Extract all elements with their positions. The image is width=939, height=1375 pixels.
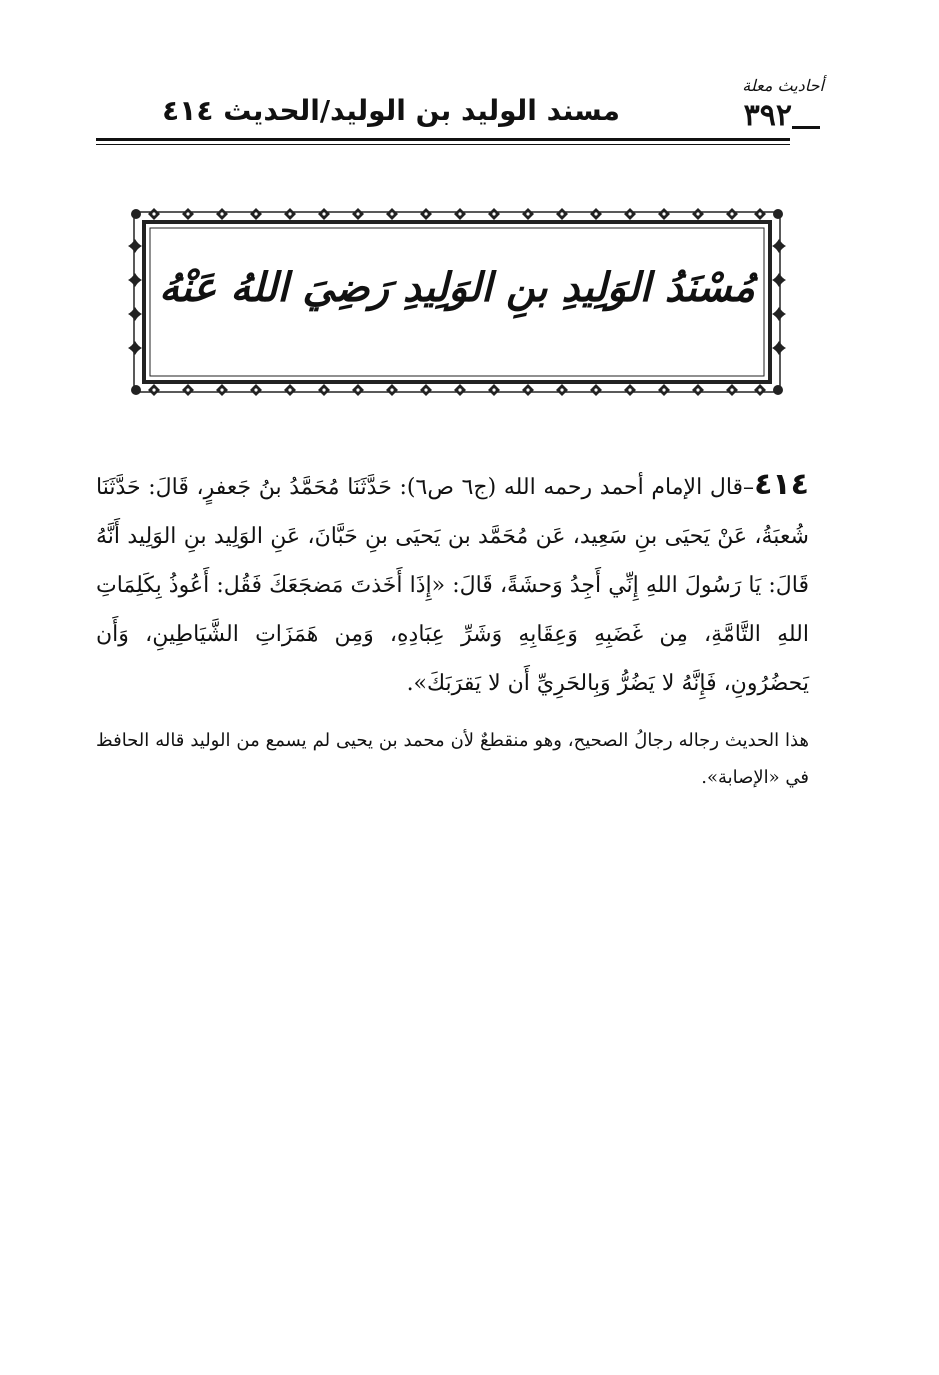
section-title-frame	[128, 206, 786, 398]
grading-note: هذا الحديث رجاله رجالُ الصحيح، وهو منقطعٌ لأن محمد بن يحيى لم يسمع من الوليد قاله الحافظ في «الإصابة».	[96, 730, 809, 788]
header-title: مسند الوليد بن الوليد/الحديث ٤١٤	[162, 94, 620, 127]
hadith-text: –قال الإمام أحمد رحمه الله (ج٦ ص٦): حَدَّثَنَا مُحَمَّدُ بنُ جَعفرٍ، قَالَ: حَدَّثَنَا شُعبَةُ، عَنْ يَحيَى بنِ سَعِيد، عَن مُحَمَّد بن يَحيَى بنِ حَبَّانَ، عَنِ الوَلِيد بنِ الوَلِيد أَنَّهُ قَالَ: يَا رَسُولَ اللهِ إِنِّي أَجِدُ وَحشَةً، قَالَ: «إِذَا أَخَذتَ مَضجَعَكَ فَقُل: أَعُوذُ بِكَلِمَاتِ اللهِ التَّامَّةِ، مِن غَضَبِهِ وَعِقَابِهِ وَشَرِّ عِبَادِهِ، وَمِن هَمَزَاتِ الشَّيَاطِينِ، وَأَن يَحضُرُونِ، فَإِنَّهُ لا يَضُرُّ وَبِالحَرِيِّ أَن لا يَقرَبَكَ».	[96, 475, 809, 696]
header-rule	[96, 138, 790, 141]
header-rule-thin	[96, 144, 790, 145]
page-number: ٣٩٢	[743, 98, 792, 133]
running-head: أحاديث معلة	[742, 76, 824, 95]
section-title: مُسْنَدُ الوَلِيدِ بنِ الوَلِيدِ رَضِيَ اللهُ عَنْهُ	[159, 264, 755, 311]
page-header	[90, 76, 824, 144]
hadith-number: ٤١٤	[754, 467, 809, 502]
page-number-underline	[792, 126, 820, 129]
hadith-body	[96, 460, 809, 708]
